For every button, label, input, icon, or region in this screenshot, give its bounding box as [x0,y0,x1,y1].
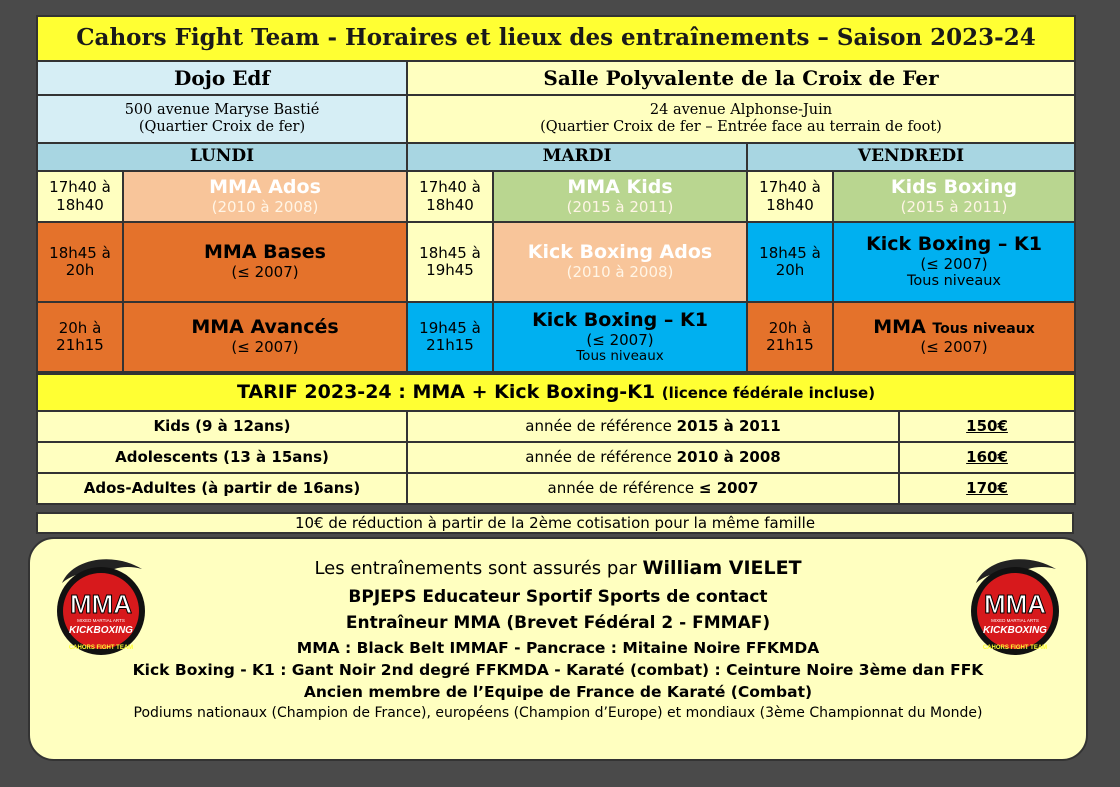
class-title: MMA Kids [567,175,673,198]
time-slot [747,222,833,302]
venue-dojo-name: Dojo Edf [37,61,407,95]
coach-credentials [30,557,1086,721]
tarif-reference [407,473,899,504]
class-title: Kids Boxing [890,175,1018,198]
tarif-title: TARIF 2023-24 : MMA + Kick Boxing-K1 [236,380,656,403]
logo-kick-text: KICKBOXING [983,625,1047,636]
tarif-row [37,442,1075,473]
time-slot [747,171,833,222]
logo-mma-text: MMA [983,589,1047,619]
logo-team-text: CAHORS FIGHT TEAM [68,645,134,651]
tarif-category: Kids (9 à 12ans) [37,411,407,442]
tarif-row [37,411,1075,442]
class-years: (2010 à 2008) [211,197,319,216]
tarif-table [36,373,1076,505]
coach-team-france: Ancien membre de l’Equipe de France de Karaté (Combat) [303,683,813,701]
logo-team-text: CAHORS FIGHT TEAM [982,645,1048,651]
tarif-heading [37,374,1075,411]
class-kick-boxing-ados [493,222,747,302]
ref-prefix: année de référence [525,416,672,435]
time-text: 19h45 à 21h15 [419,318,481,354]
class-years: (2015 à 2011) [900,197,1008,216]
family-reduction-note: 10€ de réduction à partir de la 2ème cotisation pour la même famille [36,512,1074,534]
time-slot [37,171,123,222]
class-mma-ados [123,171,407,222]
class-title-suffix: Tous niveaux [932,321,1035,338]
time-text: 20h à 21h15 [56,318,104,354]
ref-years: 2015 à 2011 [676,416,781,435]
coach-name: William VIELET [642,557,802,579]
day-mardi: MARDI [407,143,747,171]
class-years: (≤ 2007) [920,338,988,357]
coach-intro-text: Les entraînements sont assurés par [314,558,637,579]
class-years: (≤ 2007) [231,338,299,357]
day-vendredi: VENDREDI [747,143,1075,171]
tarif-reference [407,411,899,442]
day-lundi: LUNDI [37,143,407,171]
tarif-category: Adolescents (13 à 15ans) [37,442,407,473]
time-slot [407,302,493,372]
class-mma-tous-niveaux [833,302,1075,372]
schedule-sheet [36,15,1074,534]
class-title [834,317,1074,339]
page-title: Cahors Fight Team - Horaires et lieux des entraînements – Saison 2023-24 [37,16,1075,61]
class-level: Tous niveaux [576,347,664,364]
class-years: (2010 à 2008) [566,263,674,282]
coach-diploma: BPJEPS Educateur Sportif Sports de contact [348,587,768,607]
tarif-price: 170€ [899,473,1075,504]
schedule-table [36,15,1076,373]
ref-prefix: année de référence [525,447,672,466]
venue-dojo-address [37,95,407,143]
time-slot [37,302,123,372]
address-line: (Quartier Croix de fer – Entrée face au terrain de foot) [540,119,942,135]
class-level: Tous niveaux [907,273,1001,290]
class-title: MMA Avancés [191,316,339,339]
time-slot [37,222,123,302]
class-years: (2015 à 2011) [566,197,674,216]
time-text: 18h45 à 20h [759,243,821,279]
class-kick-boxing-k1-mardi [493,302,747,372]
logo-subtitle: MIXED MARTIAL ARTS [991,618,1039,623]
logo-mma-text: MMA [69,589,133,619]
time-text: 17h40 à 18h40 [49,178,111,214]
tarif-note: (licence fédérale incluse) [661,383,876,402]
time-slot [407,171,493,222]
class-kids-boxing [833,171,1075,222]
class-years: (≤ 2007) [586,330,654,349]
time-text: 17h40 à 18h40 [419,178,481,214]
address-line: (Quartier Croix de fer) [138,119,306,135]
ref-years: ≤ 2007 [698,478,759,497]
class-mma-bases [123,222,407,302]
coach-podiums: Podiums nationaux (Champion de France), européens (Champion d’Europe) et mondiaux (3ème Championnat du Monde) [133,705,983,721]
class-title: MMA Ados [209,175,321,198]
coach-intro [30,557,1086,579]
time-text: 20h à 21h15 [766,318,814,354]
time-text: 17h40 à 18h40 [759,178,821,214]
class-title: Kick Boxing – K1 [532,308,708,331]
logo-kick-text: KICKBOXING [69,625,133,636]
ref-prefix: année de référence [547,478,695,497]
ref-years: 2010 à 2008 [676,447,781,466]
class-mma-avances [123,302,407,372]
class-mma-kids [493,171,747,222]
class-title-main: MMA [873,316,926,339]
time-slot [407,222,493,302]
class-title: Kick Boxing – K1 [866,233,1042,256]
time-text: 18h45 à 19h45 [419,243,481,279]
address-line: 24 avenue Alphonse-Juin [649,102,833,119]
coach-mma-belts: MMA : Black Belt IMMAF - Pancrace : Mitaine Noire FFKMDA [296,639,820,657]
tarif-category: Ados-Adultes (à partir de 16ans) [37,473,407,504]
class-years: (≤ 2007) [920,254,988,273]
venue-salle-name: Salle Polyvalente de la Croix de Fer [407,61,1075,95]
venue-salle-address [407,95,1075,143]
class-title: Kick Boxing Ados [527,241,713,264]
tarif-price: 150€ [899,411,1075,442]
class-years: (≤ 2007) [231,263,299,282]
tarif-reference [407,442,899,473]
address-line: 500 avenue Maryse Bastié [124,102,320,119]
coach-mma-brevet: Entraîneur MMA (Brevet Fédéral 2 - FMMAF) [345,613,771,633]
tarif-price: 160€ [899,442,1075,473]
logo-subtitle: MIXED MARTIAL ARTS [77,618,125,623]
time-slot [747,302,833,372]
coach-kickboxing-belts: Kick Boxing - K1 : Gant Noir 2nd degré FFKMDA - Karaté (combat) : Ceinture Noire 3ème dan FFK [132,661,984,679]
coach-panel [28,537,1088,761]
class-title: MMA Bases [204,241,326,264]
tarif-row [37,473,1075,504]
time-text: 18h45 à 20h [49,243,111,279]
class-kick-boxing-k1-vendredi [833,222,1075,302]
